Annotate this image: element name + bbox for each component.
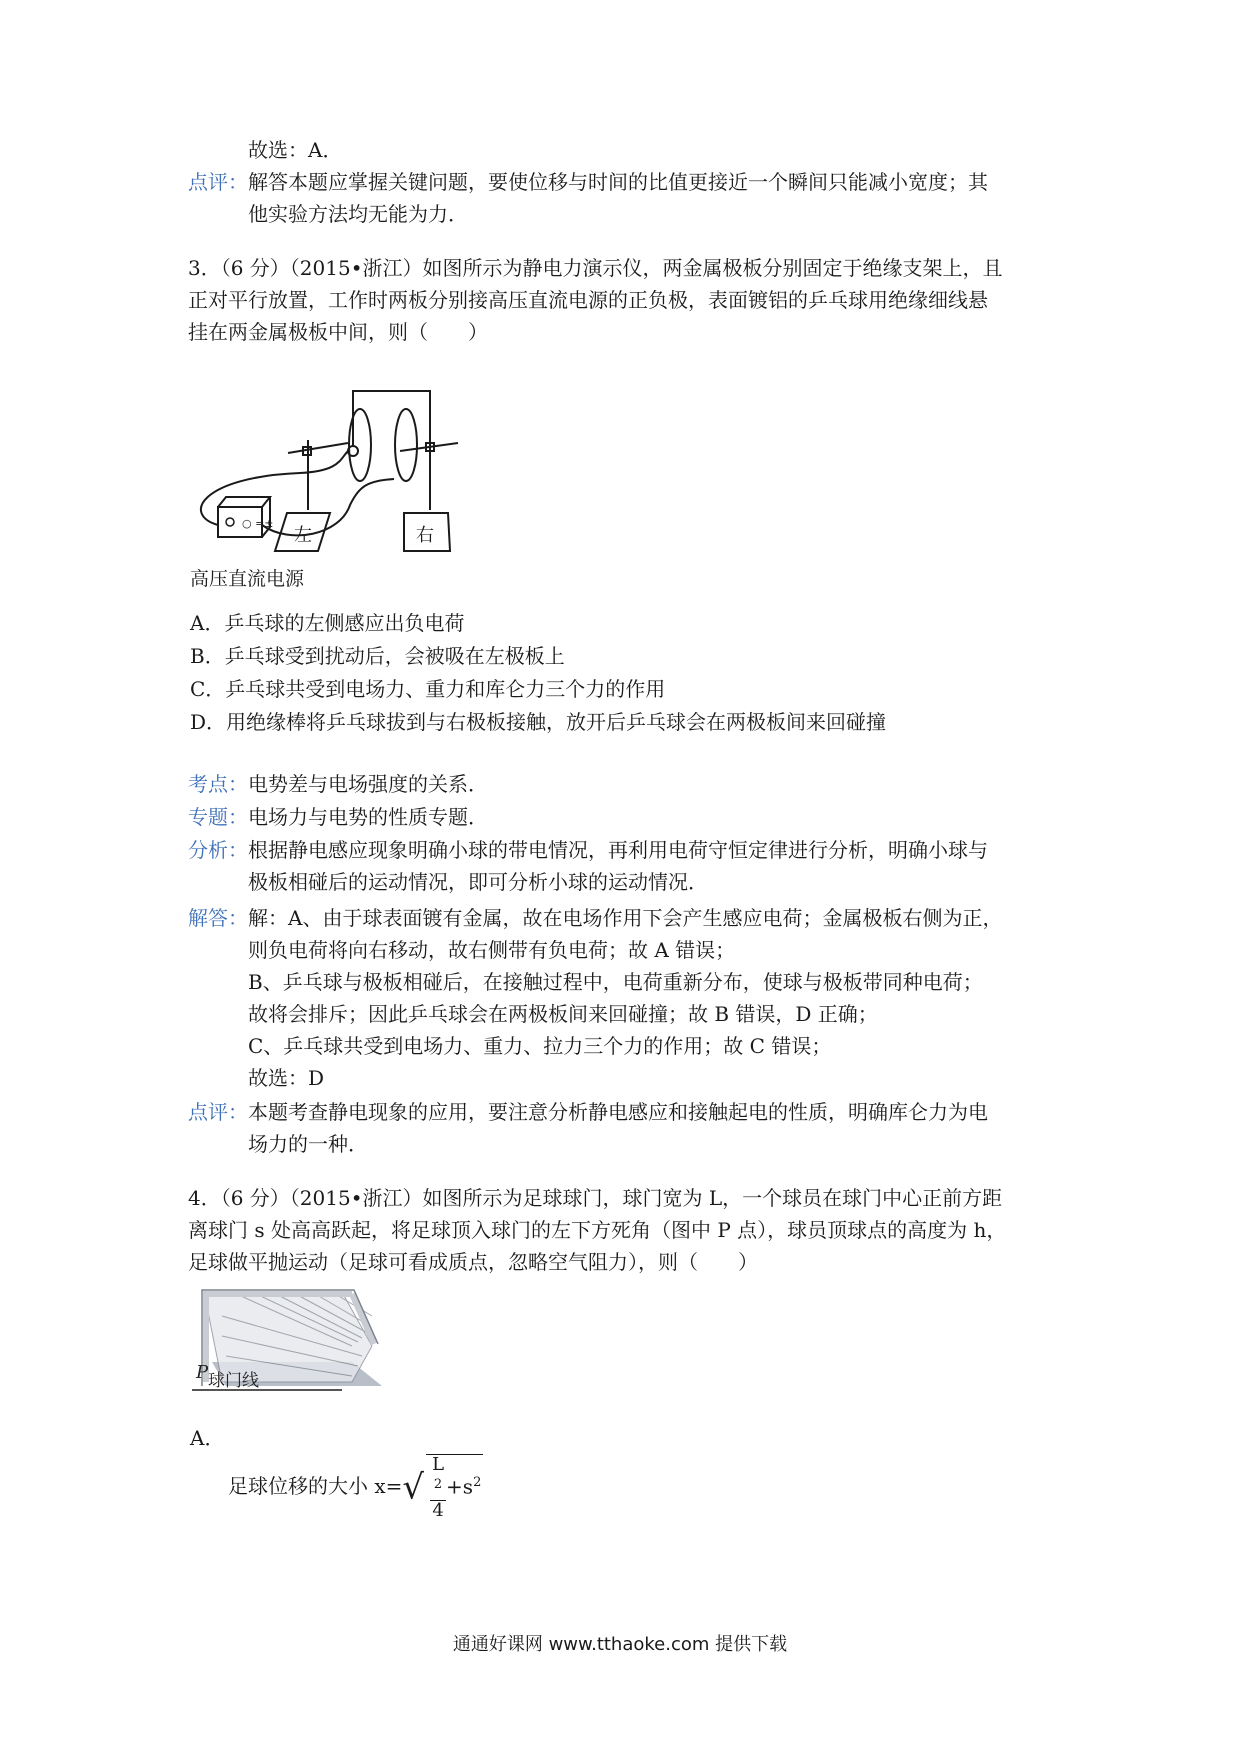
page-footer: 通通好课网 www.tthaoke.com 提供下载 (452, 1634, 788, 1655)
q3-comment-line-1: 本题考查静电现象的应用，要注意分析静电感应和接触起电的性质，明确库仑力为电 (248, 1100, 988, 1124)
p-point-label: P (196, 1362, 209, 1383)
prev-answer: 故选：A． (248, 138, 343, 162)
q4-stem-line-3: 足球做平抛运动（足球可看成质点，忽略空气阻力），则（ ） (188, 1250, 758, 1274)
q3-kaodian (188, 768, 488, 800)
jieda-line-5: C、乒乓球共受到电场力、重力、拉力三个力的作用；故 C 错误； (248, 1034, 832, 1058)
jieda-line-6: 故选：D (248, 1066, 325, 1090)
formula-plus-s: +s (446, 1474, 474, 1499)
fraction (430, 1455, 446, 1521)
q3-option-d: D．用绝缘棒将乒乓球拔到与右极板接触，放开后乒乓球会在两极板间来回碰撞 (190, 710, 887, 734)
q3-fenxi (188, 834, 988, 866)
jieda-label: 解答： (188, 906, 248, 930)
q4-stem-line-1: 4．（6 分）（2015•浙江）如图所示为足球球门，球门宽为 L，一个球员在球门中心正前方距 (188, 1186, 1003, 1210)
q3-option-b: B．乒乓球受到扰动后，会被吸在左极板上 (190, 644, 565, 668)
prev-comment-line-1: 解答本题应掌握关键问题，要使位移与时间的比值更接近一个瞬间只能减小宽度；其 (248, 170, 988, 194)
soccer-goal-figure (192, 1286, 382, 1398)
q4-option-a-letter: A． (190, 1426, 225, 1450)
sqrt-sign-icon: √ (402, 1467, 425, 1508)
jieda-line-1: 解：A、由于球表面镀有金属，故在电场作用下会产生感应电荷；金属极板右侧为正， (248, 906, 1003, 930)
q3-comment-line-2: 场力的一种． (248, 1132, 368, 1156)
kaodian-label: 考点： (188, 772, 248, 796)
jieda-line-2: 则负电荷将向右移动，故右侧带有负电荷；故 A 错误； (248, 938, 736, 962)
prev-comment (188, 166, 988, 198)
fraction-numerator: L $^2$ (430, 1455, 446, 1501)
comment-label: 点评： (188, 170, 248, 194)
right-plate-label: 右 (416, 525, 434, 546)
left-plate-label: 左 (294, 525, 312, 546)
q3-zhuanti (188, 801, 488, 833)
q3-jieda (188, 902, 1002, 934)
q3-option-c: C．乒乓球共受到电场力、重力和库仑力三个力的作用 (190, 677, 666, 701)
zhuanti-label: 专题： (188, 805, 248, 829)
q3-option-a: A．乒乓球的左侧感应出负电荷 (190, 611, 465, 635)
q3-stem-line-2: 正对平行放置，工作时两板分别接高压直流电源的正负极，表面镀铝的乒乓球用绝缘细线悬 (188, 288, 988, 312)
q4-option-a (228, 1454, 483, 1521)
fenxi-label: 分析： (188, 838, 248, 862)
q4-stem-line-2: 离球门 s 处高高跃起，将足球顶入球门的左下方死角（图中 P 点），球员顶球点的高度为 h， (188, 1218, 1007, 1242)
power-meter-text: ○ =± (242, 517, 274, 530)
fenxi-line-1: 根据静电感应现象明确小球的带电情况，再利用电荷守恒定律进行分析，明确小球与 (248, 838, 988, 862)
q3-stem-line-1: 3．（6 分）（2015•浙江）如图所示为静电力演示仪，两金属极板分别固定于绝缘支架上，且 (188, 256, 1003, 280)
prev-comment-line-2: 他实验方法均无能为力． (248, 202, 468, 226)
figure-caption: 高压直流电源 (190, 568, 305, 590)
q3-stem-line-3: 挂在两金属极板中间，则（ ） (188, 320, 488, 344)
electrostatic-demo-figure (190, 385, 480, 555)
zhuanti-text: 电场力与电势的性质专题． (248, 805, 488, 829)
fenxi-line-2: 极板相碰后的运动情况，即可分析小球的运动情况． (248, 870, 708, 894)
kaodian-text: 电势差与电场强度的关系． (248, 772, 488, 796)
goal-line-label: 球门线 (208, 1371, 259, 1391)
q3-comment-label: 点评： (188, 1100, 248, 1124)
q3-comment (188, 1096, 988, 1128)
jieda-line-4: 故将会排斥；因此乒乓球会在两极板间来回碰撞；故 B 错误，D 正确； (248, 1002, 878, 1026)
sqrt-body (426, 1454, 483, 1521)
formula-s-exponent: 2 (473, 1474, 482, 1490)
fraction-denominator: 4 (432, 1500, 444, 1521)
q4-option-a-text: 足球位移的大小 x= (228, 1474, 403, 1498)
jieda-line-3: B、乒乓球与极板相碰后，在接触过程中，电荷重新分布，使球与极板带同种电荷； (248, 970, 983, 994)
